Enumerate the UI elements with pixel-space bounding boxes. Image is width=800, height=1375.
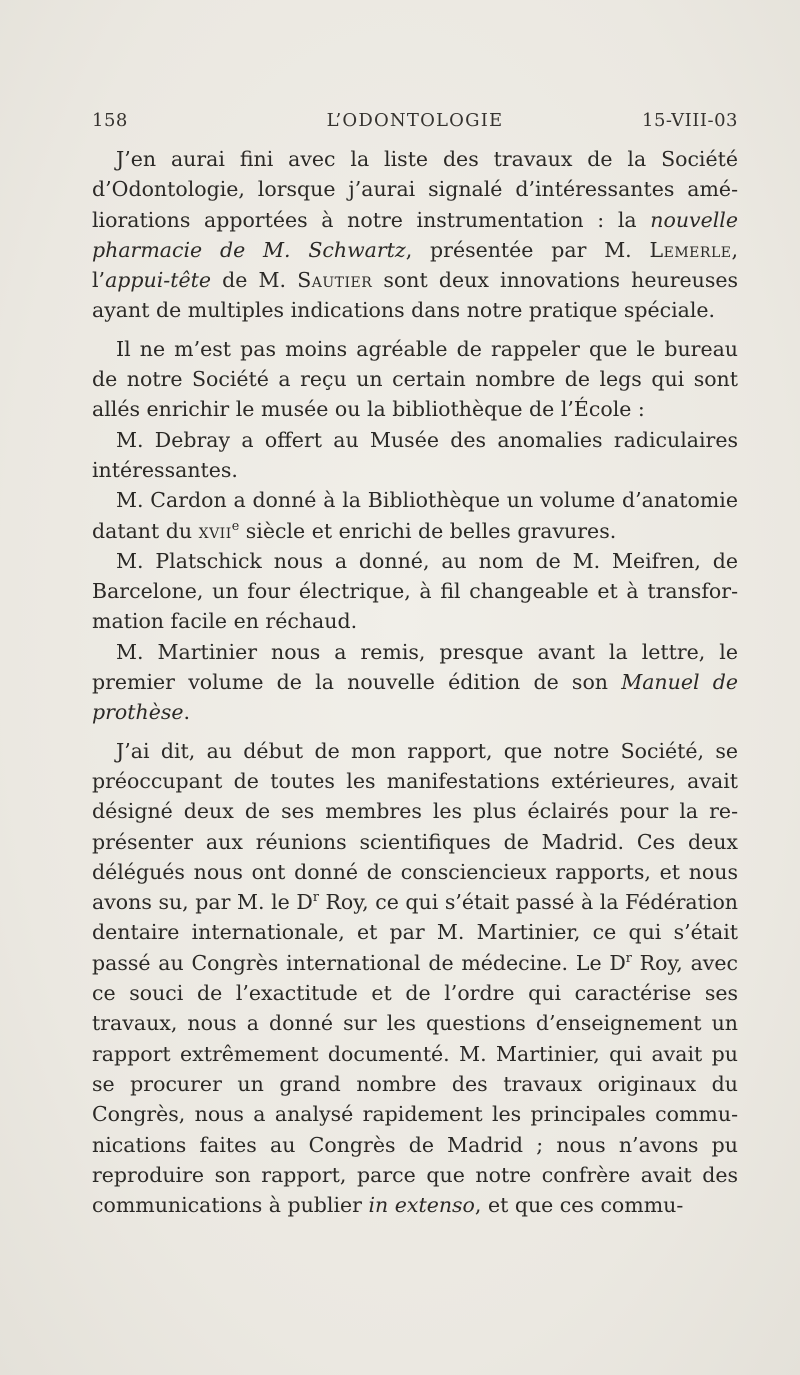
text-run: sont deux innovations heureuses ayant de multiples indications dans notre pratique spéciale.	[92, 268, 738, 323]
paragraph-6	[92, 637, 738, 728]
journal-title: L’ODONTOLOGIE	[326, 110, 504, 131]
text-run: , l’	[92, 237, 738, 293]
italic-run: Manuel de prothèse	[92, 670, 739, 725]
issue-date: 15-VIII-03	[642, 110, 738, 131]
text-run: de M.	[210, 268, 298, 293]
italic-run: appui-tête	[105, 268, 211, 293]
text-run: .	[183, 700, 191, 725]
text-run: J’en aurai fini avec la liste des travaux de la Société d’Odontologie, lorsque j’aurai signalé d’intéressantes améliorations apportées à notre instrumentation : la	[92, 147, 738, 232]
small-caps-name: Lemerle	[649, 237, 732, 262]
superscript: e	[231, 517, 240, 533]
text-run: J’ai dit, au début de mon rapport, que notre Société, se préoccupant de toutes les manifestations extérieures, avait désigné deux de ses membres les plus éclairés pour la représenter aux réunions scientifiques de Madrid. Ces deux délégués nous ont donné de consciencieux rapports, et nous avons su, par M. le D	[92, 738, 738, 915]
text-run: Roy, avec ce souci de l’exactitude et de l’ordre qui caractérise ses travaux, nous a donné sur les questions d’enseignement un rapport extrêmement documenté. M. Martinier, qui avait pu se procurer un grand nombre des travaux originaux du Congrès, nous a analysé rapidement les principales communications faites au Congrès de Madrid ; nous n’avons pu reproduire son rapport, parce que notre confrère avait des communications à publier	[92, 950, 738, 1218]
text-run: siècle et enrichi de belles gravures.	[239, 518, 617, 543]
body-text	[92, 144, 738, 1220]
paragraph-2: Il ne m’est pas moins agréable de rappeler que le bureau de notre Société a reçu un certain nombre de legs qui sont allés enrichir le musée ou la bibliothèque de l’École :	[92, 336, 738, 422]
superscript: r	[312, 888, 319, 904]
italic-run: nouvelle pharmacie de M. Schwartz	[92, 207, 738, 262]
paragraph-7	[92, 736, 738, 1221]
italic-run: in extenso	[368, 1193, 475, 1218]
text-run: M. Martinier nous a remis, presque avant la lettre, le premier volume de la nouvelle édition de son	[92, 639, 738, 695]
paragraph-5: M. Platschick nous a donné, au nom de M. Meifren, de Barcelone, un four électrique, à fil changeable et à transformation facile en réchaud.	[92, 548, 738, 634]
paragraph-1	[92, 144, 738, 326]
paragraph-4	[92, 485, 738, 546]
century-numeral: xvii	[198, 518, 232, 543]
text-run: , présentée par M.	[405, 237, 650, 262]
small-caps-name: Sautier	[297, 268, 373, 293]
superscript: r	[625, 949, 632, 965]
page-number: 158	[92, 110, 128, 131]
text-run: , et que ces commu-	[474, 1193, 684, 1218]
paragraph-3: M. Debray a offert au Musée des anomalies radiculaires intéressantes.	[92, 427, 738, 482]
text-run: Roy, ce qui s’était passé à la Fédération dentaire internationale, et par M. Martinier, ce qui s’était passé au Congrès international de médecine. Le D	[92, 890, 738, 975]
text-run: M. Cardon a donné à la Bibliothèque un volume d’anatomie datant du	[92, 488, 738, 543]
running-header	[92, 110, 738, 140]
